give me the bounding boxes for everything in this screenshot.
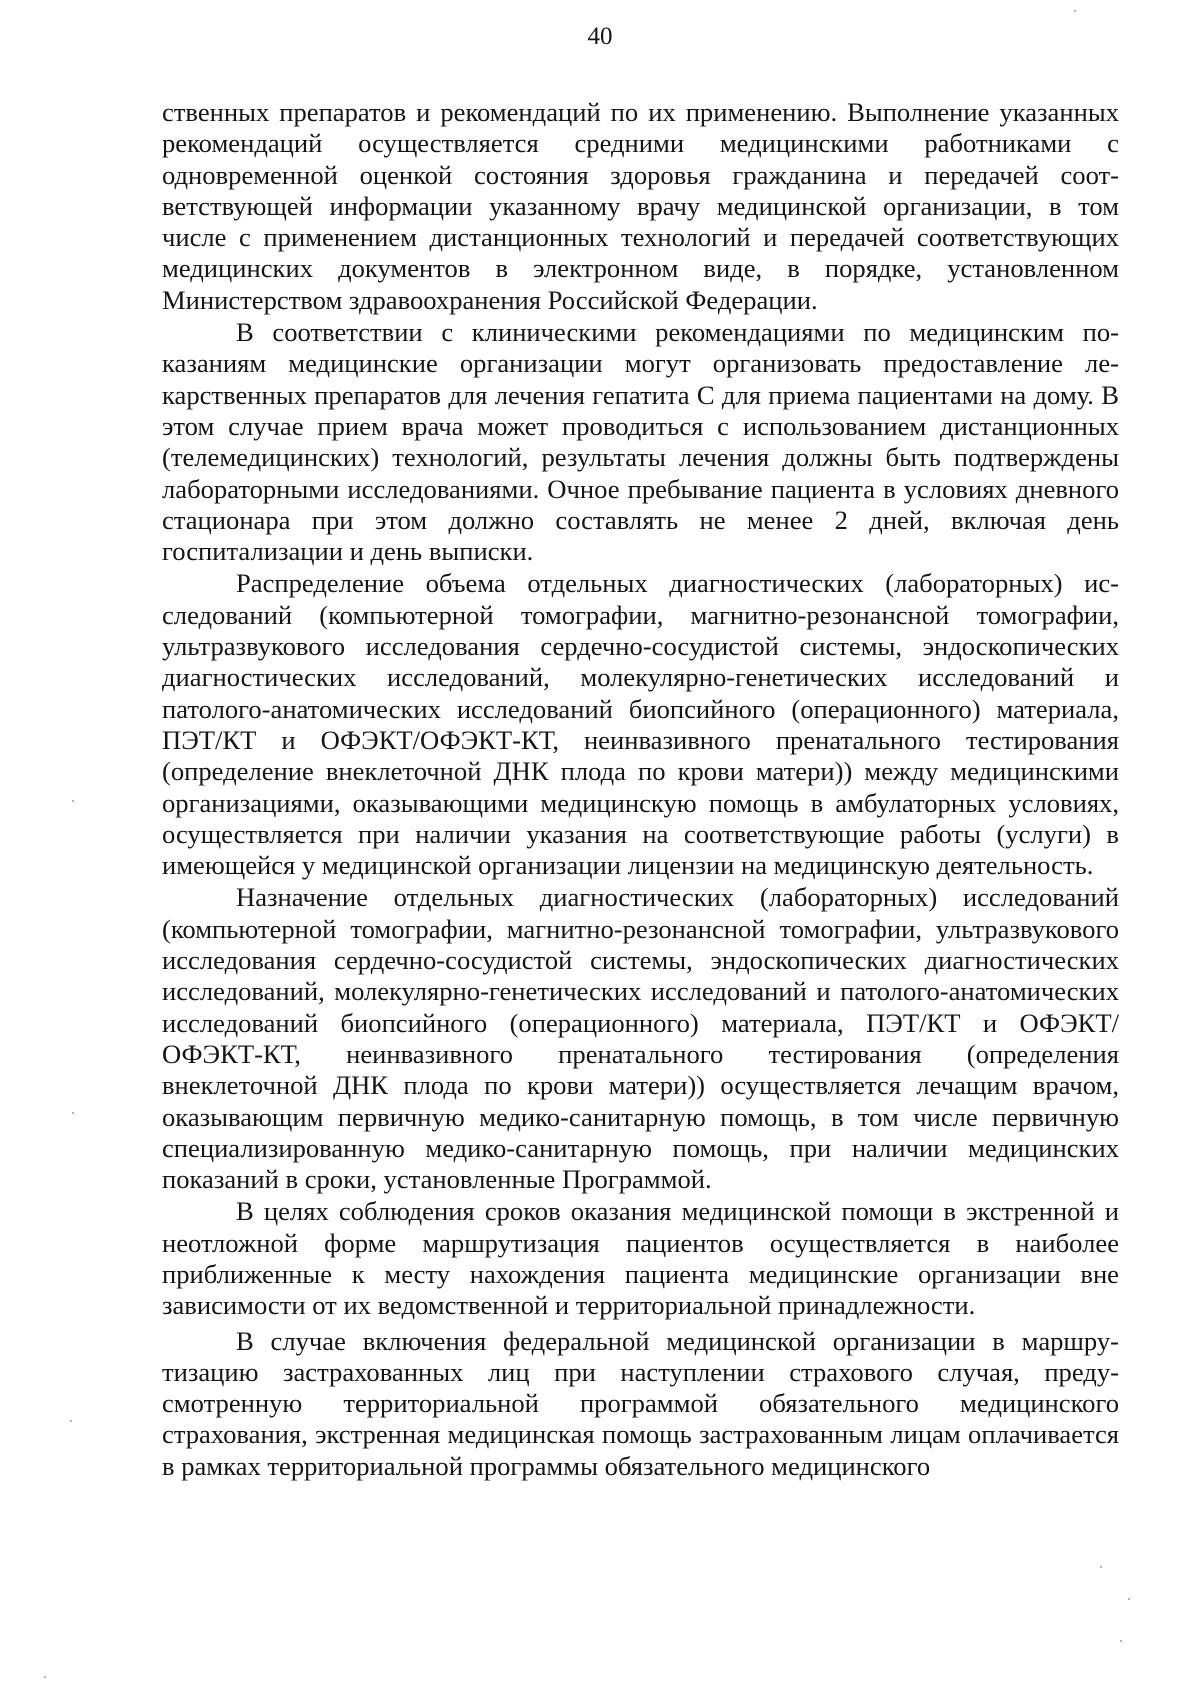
- paragraph-emergency-routing: В целях соблюдения сроков оказания медицинской помощи в экстренной и неотложной форме маршрутизация пациентов осуществляется в наиболее приближенные к месту нахождения пациента медицинские организации вне зависимости от их ведомственной и территориальной принадлежности.: [162, 1196, 1119, 1321]
- scan-artifact: [1120, 1640, 1122, 1642]
- paragraph-continuation: ственных препаратов и рекомендаций по их применению. Выполнение указанных рекомендаций осуществляется средними медицинскими работниками с одновременной оценкой состояния здоровья гражданина и передачей соответствующей информации указанному врачу медицинской организации, в том числе с применением дистанционных технологий и передачей соответствующих медицинских документов в электронном виде, в порядке, установленном Министерством здравоохранения Российской Федерации.: [162, 97, 1119, 315]
- document-body: [162, 97, 1119, 1482]
- scan-artifact: [72, 800, 74, 802]
- paragraph-federal-organization: В случае включения федеральной медицинской организации в маршрутизацию застрахованных лиц при наступлении страхового случая, предусмотренную территориальной программой обязательного медицинского страхования, экстренная медицинская помощь застрахованным лицам оплачивается в рамках территориальной программы обязательного медицинского: [162, 1325, 1119, 1481]
- scan-artifact: [70, 1420, 72, 1422]
- scan-artifact: [1128, 1598, 1130, 1600]
- scan-artifact: [72, 1112, 74, 1114]
- page-number: 40: [587, 23, 613, 50]
- paragraph-diagnostic-distribution: Распределение объема отдельных диагностических (лабораторных) исследований (компьютерной томографии, магнитно-резонансной томографии, ультразвукового исследования сердечно-сосудистой системы, эндоскопических диагностических исследований, молекулярно-генетических исследований и патолого-анатомических исследований биопсийного (операционного) материала, ПЭТ/КТ и ОФЭКТ/ОФЭКТ-КТ, неинвазивного пренатального тестирования (определение внеклеточной ДНК плода по крови матери)) между медицинскими организациями, оказывающими медицинскую помощь в амбулаторных условиях, осуществляется при наличии указания на соответствующие работы (услуги) в имеющейся у медицинской организации лицензии на медицинскую деятельность.: [162, 568, 1119, 881]
- scan-artifact: [1100, 1566, 1102, 1568]
- scan-artifact: [44, 1676, 46, 1678]
- paragraph-diagnostic-prescription: Назначение отдельных диагностических (лабораторных) исследований (компьютерной томографии, магнитно-резонансной томографии, ультразвукового исследования сердечно-сосудистой системы, эндоскопических диагностических исследований, молекулярно-генетических исследований и патолого-анатомических исследований биопсийного (операционного) материала, ПЭТ/КТ и ОФЭКТ/ОФЭКТ-КТ, неинвазивного пренатального тестирования (определения внеклеточной ДНК плода по крови матери)) осуществляется лечащим врачом, оказывающим первичную медико-санитарную помощь, в том числе первичную специализированную медико-санитарную помощь, при наличии медицинских показаний в сроки, установленные Программой.: [162, 882, 1119, 1195]
- paragraph-hepatitis-c-treatment: В соответствии с клиническими рекомендациями по медицинским показаниям медицинские организации могут организовать предоставление лекарственных препаратов для лечения гепатита С для приема пациентами на дому. В этом случае прием врача может проводиться с использованием дистанционных (телемедицинских) технологий, результаты лечения должны быть подтверждены лабораторными исследованиями. Очное пребывание пациента в условиях дневного стационара при этом должно составлять не менее 2 дней, включая день госпитализации и день выписки.: [162, 317, 1119, 567]
- scan-artifact: [1074, 10, 1076, 12]
